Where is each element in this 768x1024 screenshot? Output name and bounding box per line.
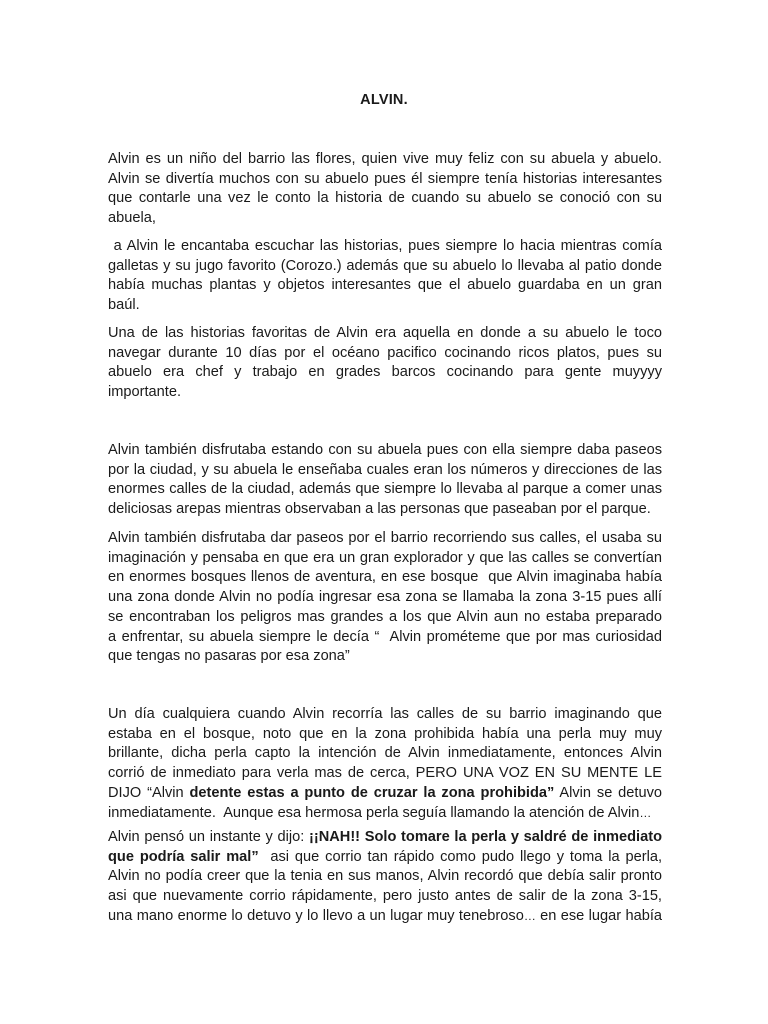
text-line: abuela,: [108, 210, 156, 227]
text-line: [108, 784, 662, 804]
text-line: en enormes bosques llenos de aventura, en ese bosque que Alvin imaginaba había: [108, 569, 662, 586]
text-line: importante.: [108, 384, 182, 401]
text-line: imaginación y pensaba en que era un gran explorador y que las calles se convertían: [108, 549, 662, 566]
text-line: Alvin no podía creer que la tenia en sus manos, Alvin recordó que debía salir pronto: [108, 868, 662, 885]
text-run: Alvin se detuvo: [554, 784, 662, 801]
text-line: corrió de inmediato para verla mas de cerca, PERO UNA VOZ EN SU MENTE LE: [108, 765, 662, 782]
text-line: [108, 907, 662, 927]
text-line: había muchas plantas y objetos interesantes que el abuelo guardaba en un gran: [108, 277, 662, 294]
text-line: Alvin también disfrutaba dar paseos por el barrio recorriendo sus calles, el usaba su: [108, 530, 662, 546]
text-line: Alvin se divertía muchos con su abuelo pues él siempre tenía historias interesantes: [108, 170, 662, 187]
text-line: Alvin también disfrutaba estando con su abuela pues con ella siempre daba paseos: [108, 442, 662, 458]
text-line: brillante, dicha perla capto la intención de Alvin inmediatamente, entonces Alvin: [108, 745, 662, 762]
text-line: una zona donde Alvin no podía ingresar esa zona se llamaba la zona 3-15 pues allí: [108, 589, 662, 606]
document-title: ALVIN.: [360, 92, 408, 108]
paragraph-6: [108, 705, 662, 823]
text-line: galletas y su jugo favorito (Corozo.) además que su abuelo lo llevaba al patio donde: [108, 257, 662, 274]
text-line: estaba en el bosque, noto que en la zona prohibida había una perla muy muy: [108, 725, 662, 742]
text-line: a enfrentar, su abuela siempre le decía “ Alvin prométeme que por mas curiosidad: [108, 628, 662, 645]
bold-text-run: detente estas a punto de cruzar la zona prohibida”: [189, 784, 555, 801]
bold-text-run: que podría salir mal”: [108, 848, 259, 865]
paragraph-3: [108, 324, 662, 403]
text-run: en ese lugar había: [535, 907, 662, 924]
paragraph-4: [108, 441, 662, 520]
ellipsis: …: [639, 805, 652, 820]
text-line: [108, 804, 662, 824]
text-line: Una de las historias favoritas de Alvin era aquella en donde a su abuelo le toco: [108, 325, 662, 341]
paragraph-7: [108, 828, 662, 927]
text-line: [108, 848, 662, 868]
text-line: [108, 828, 662, 848]
text-line: por la ciudad, y su abuela le enseñaba cuales eran los números y direcciones de las: [108, 461, 662, 478]
paragraph-1: [108, 150, 662, 229]
text-run: asi que corrio tan rápido como pudo llego y toma la perla,: [258, 848, 662, 865]
text-run: Alvin pensó un instante y dijo:: [108, 829, 309, 845]
text-line: abuelo era chef y trabajo en grades barcos cocinando para gente muyyyy: [108, 364, 662, 381]
ellipsis: …: [523, 908, 536, 923]
text-run: inmediatamente. Aunque esa hermosa perla seguía llamando la atención de Alvin: [108, 804, 640, 821]
text-line: baúl.: [108, 297, 140, 314]
text-line: Un día cualquiera cuando Alvin recorría las calles de su barrio imaginando que: [108, 706, 662, 722]
paragraph-2: [108, 237, 662, 316]
text-line: asi que nuevamente corrio rápidamente, pero justo antes de salir de la zona 3-15,: [108, 888, 662, 905]
text-line: que tengas no pasaras por esa zona”: [108, 648, 350, 665]
text-run: una mano enorme lo detuvo y lo llevo a un lugar muy tenebroso: [108, 907, 524, 924]
text-run: DIJO “Alvin: [108, 784, 190, 801]
text-line: enormes calles de la ciudad, además que siempre lo llevaba al parque a comer unas: [108, 481, 662, 498]
text-line: a Alvin le encantaba escuchar las historias, pues siempre lo hacia mientras comía: [108, 238, 662, 254]
text-line: deliciosas arepas mientras observaban a las personas que paseaban por el parque.: [108, 501, 651, 518]
text-line: que contarle una vez le conto la historia de cuando su abuelo se conoció con su: [108, 190, 662, 207]
text-line: se encontraban los peligros mas grandes a los que Alvin aun no estaba preparado: [108, 608, 662, 625]
bold-text-run: ¡¡NAH!! Solo tomare la perla y saldré de inmediato: [308, 829, 662, 845]
text-line: Alvin es un niño del barrio las flores, quien vive muy feliz con su abuela y abuelo.: [108, 151, 662, 167]
text-line: navegar durante 10 días por el océano pacifico cocinando ricos platos, pues su: [108, 344, 662, 361]
paragraph-5: [108, 529, 662, 667]
